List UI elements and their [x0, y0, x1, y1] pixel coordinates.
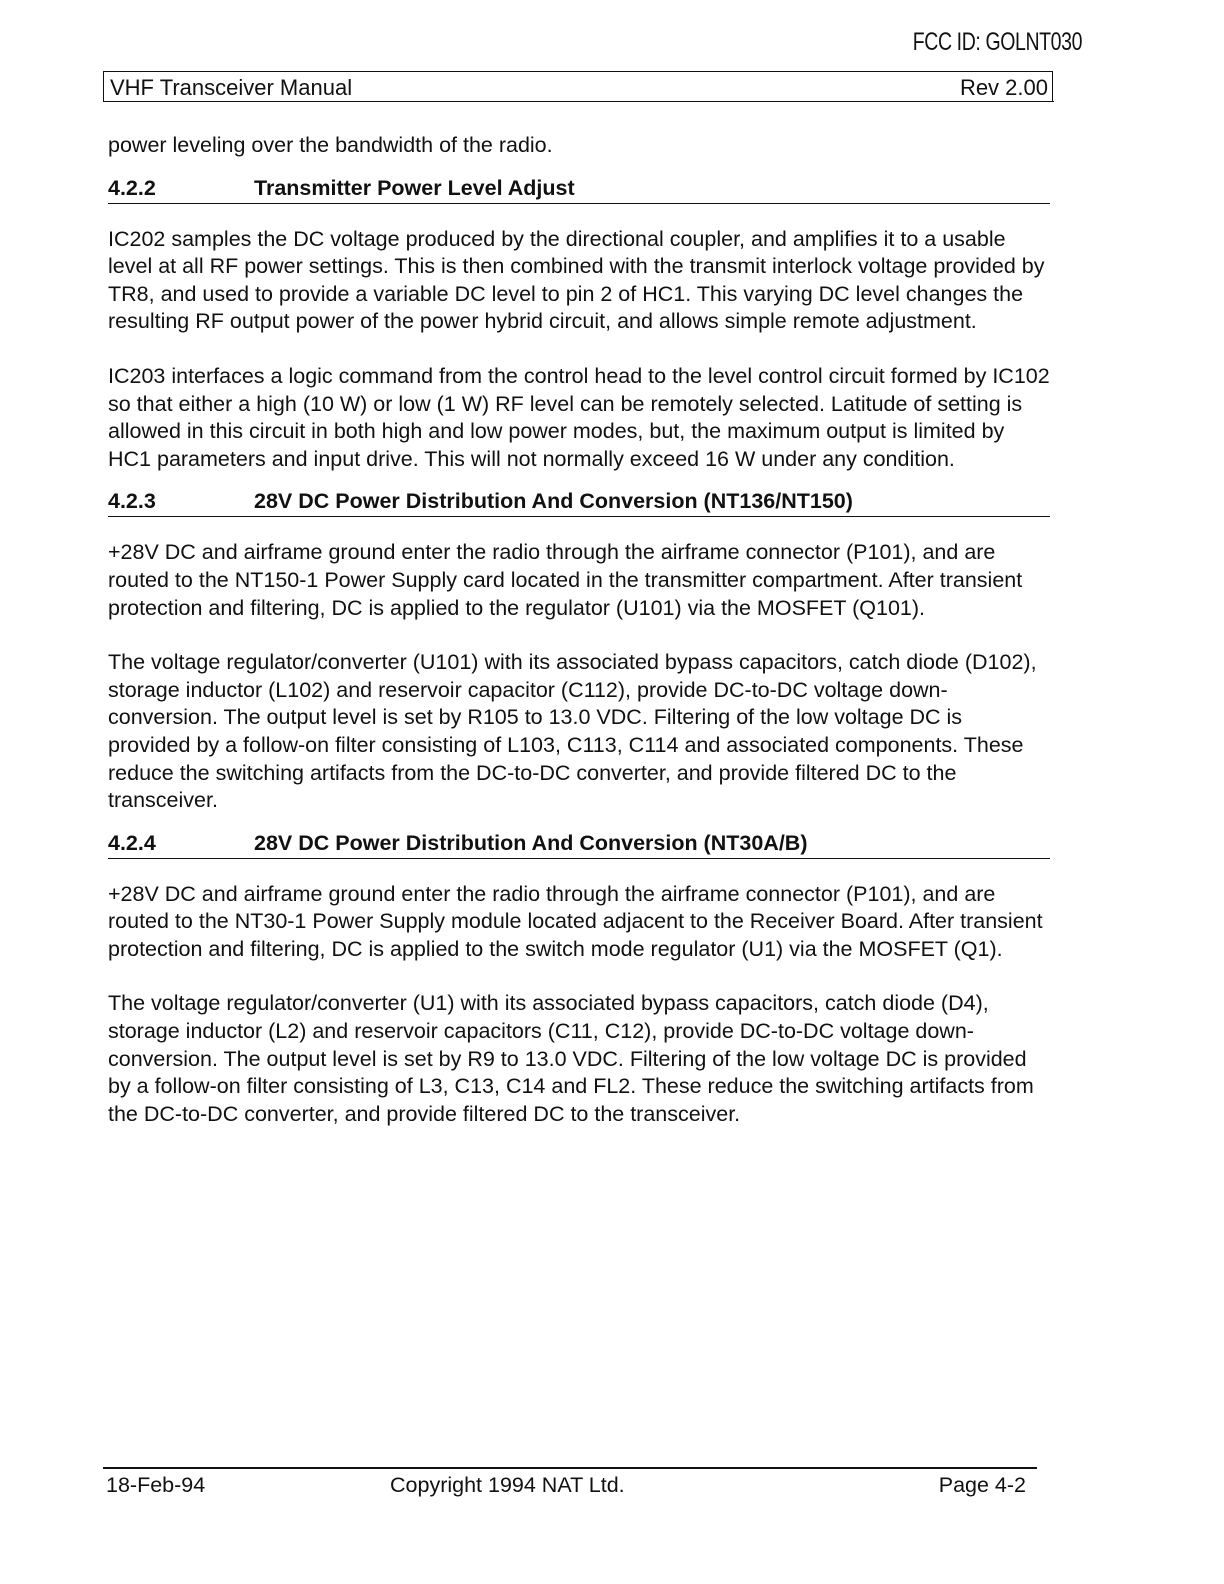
section-title: 28V DC Power Distribution And Conversion (NT30A/B) [254, 830, 808, 855]
section-heading-4-2-3 [108, 487, 1050, 517]
revision-label: Rev 2.00 [959, 75, 1048, 100]
page-header [103, 71, 1053, 101]
intro-paragraph: power leveling over the bandwidth of the radio. [108, 133, 553, 157]
footer-date: 18-Feb-94 [106, 1473, 206, 1497]
paragraph: IC202 samples the DC voltage produced by the directional coupler, and amplifies it to a usable level at all RF power settings. This is then combined with the transmit interlock voltage provided by TR8, and used to provide a variable DC level to pin 2 of HC1. This varying DC level changes the resulting RF output power of the power hybrid circuit, and allows simple remote adjustment. [108, 226, 1045, 334]
footer-divider [103, 1467, 1037, 1469]
paragraph: +28V DC and airframe ground enter the radio through the airframe connector (P101), and are routed to the NT30-1 Power Supply module located adjacent to the Receiver Board. After transient protection and filtering, DC is applied to the switch mode regulator (U1) via the MOSFET (Q1). [108, 881, 1043, 961]
paragraph: The voltage regulator/converter (U1) with its associated bypass capacitors, catch diode (D4), storage inductor (L2) and reservoir capacitors (C11, C12), provide DC-to-DC voltage down-conversion. The output level is set by R9 to 13.0 VDC. Filtering of the low voltage DC is provided by a follow-on filter consisting of L3, C13, C14 and FL2. These reduce the switching artifacts from the DC-to-DC converter, and provide filtered DC to the transceiver. [108, 991, 1034, 1126]
section-heading-4-2-2 [108, 174, 1050, 204]
section-number: 4.2.3 [108, 489, 156, 514]
paragraph: IC203 interfaces a logic command from the control head to the level control circuit formed by IC102 so that either a high (10 W) or low (1 W) RF level can be remotely selected. Latitude of setting is allowed in this circuit in both high and low power modes, but, the maximum output is limited by HC1 parameters and input drive. This will not normally exceed 16 W under any condition. [108, 363, 1050, 471]
fcc-id: FCC ID: GOLNT030 [912, 28, 1082, 56]
paragraph: +28V DC and airframe ground enter the radio through the airframe connector (P101), and are routed to the NT150-1 Power Supply card located in the transmitter compartment. After transient protection and filtering, DC is applied to the regulator (U101) via the MOSFET (Q101). [108, 540, 1023, 620]
section-heading-4-2-4 [108, 829, 1050, 859]
page-footer [106, 1473, 1026, 1503]
section-title: 28V DC Power Distribution And Conversion (NT136/NT150) [254, 489, 853, 514]
footer-copyright: Copyright 1994 NAT Ltd. [390, 1473, 625, 1497]
document-body [108, 132, 1050, 1128]
paragraph: The voltage regulator/converter (U101) with its associated bypass capacitors, catch diode (D102), storage inductor (L102) and reservoir capacitor (C112), provide DC-to-DC voltage down-conversion. The output level is set by R105 to 13.0 VDC. Filtering of the low voltage DC is provided by a follow-on filter consisting of L103, C113, C114 and associated components. These reduce the switching artifacts from the DC-to-DC converter, and provide filtered DC to the transceiver. [108, 650, 1037, 813]
section-title: Transmitter Power Level Adjust [254, 175, 575, 200]
manual-title: VHF Transceiver Manual [110, 75, 353, 100]
section-number: 4.2.4 [108, 830, 156, 855]
section-number: 4.2.2 [108, 175, 156, 200]
footer-page-number: Page 4-2 [938, 1473, 1026, 1497]
